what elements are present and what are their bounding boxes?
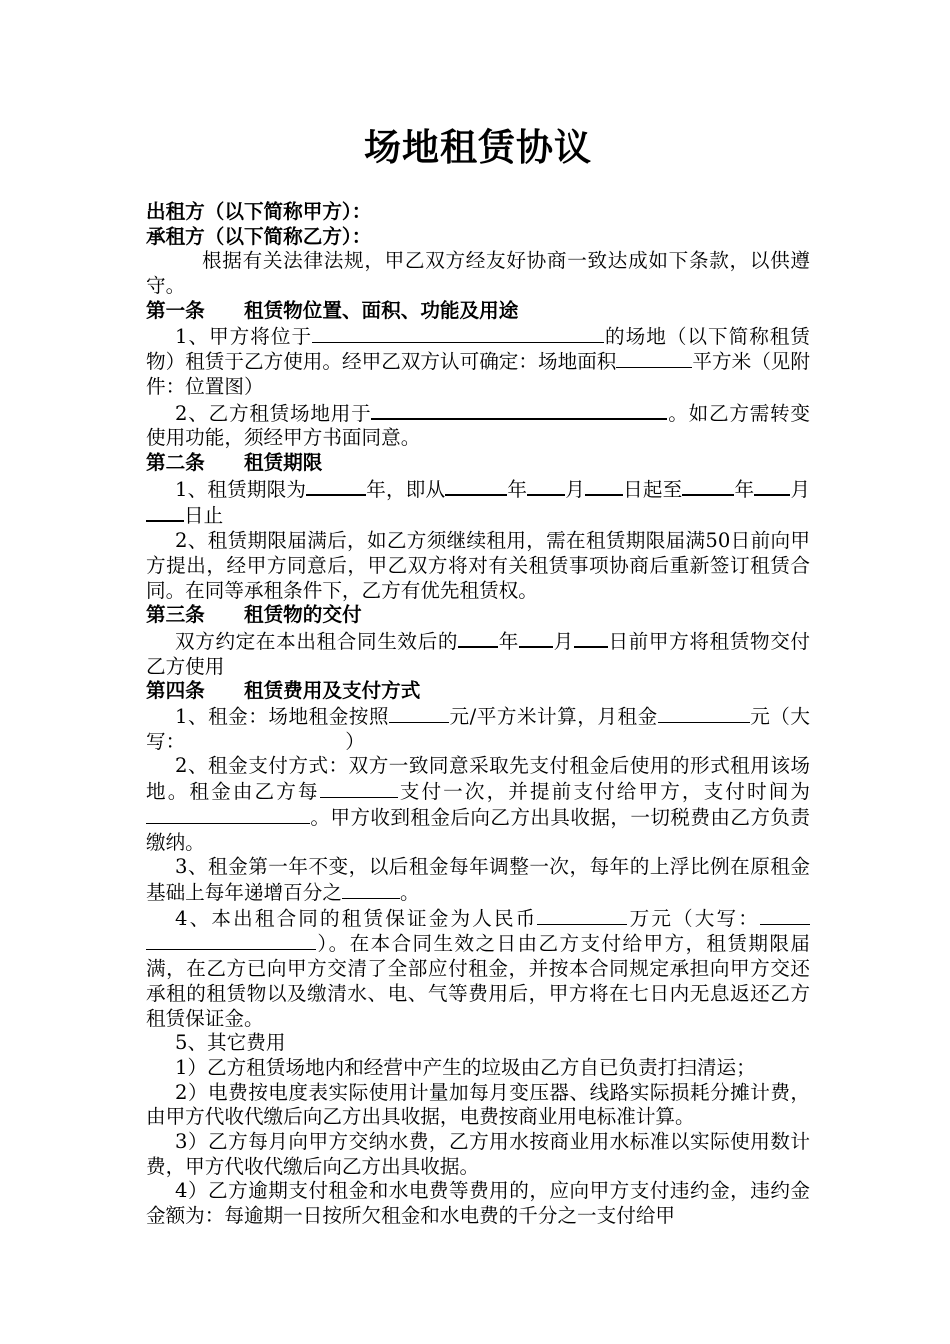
- article-1-number: 第一条: [146, 298, 205, 322]
- term-years-blank[interactable]: [306, 476, 366, 496]
- article-1-heading: [146, 299, 810, 324]
- start-year-blank[interactable]: [445, 476, 507, 496]
- location-blank[interactable]: [312, 324, 604, 343]
- unit-rent-blank[interactable]: [389, 704, 449, 723]
- article-2-heading: [146, 451, 810, 476]
- area-blank[interactable]: [616, 349, 692, 368]
- article-4-clause-5: 5、其它费用: [175, 1031, 286, 1055]
- intro-paragraph: 根据有关法律法规，甲乙双方经友好协商一致达成如下条款，以供遵守。: [146, 249, 810, 298]
- article-3-heading: [146, 603, 810, 628]
- article-4-title: 租赁费用及支付方式: [244, 679, 421, 703]
- article-4-clause-5-2: 2）电费按电度表实际使用计量加每月变压器、线路实际损耗分摊计费，由甲方代收代缴后向乙方出具收据，电费按商业用电标准计算。: [146, 1080, 810, 1129]
- article-2-clause-1: 1、租赁期限为 年，即从 年 月 日起至 年 月日止: [146, 476, 810, 529]
- end-year-blank[interactable]: [682, 476, 734, 496]
- article-3-number: 第三条: [146, 603, 205, 627]
- delivery-day-blank[interactable]: [574, 628, 608, 648]
- article-1-clause-1: 1、甲方将位于 的场地（以下简称租赁物）租赁于乙方使用。经甲乙双方认可确定：场地面积 平方米（见附件：位置图）: [146, 324, 811, 398]
- party-b-line: 承租方（以下简称乙方）：: [146, 224, 372, 248]
- deposit-amount-blank[interactable]: [537, 906, 627, 925]
- monthly-rent-blank[interactable]: [658, 704, 750, 723]
- article-3-title: 租赁物的交付: [244, 603, 362, 627]
- article-2-clause-2: 2、租赁期限届满后，如乙方须继续租用，需在租赁期限届满50日前向甲方提出，经甲方同意后，甲乙双方将对有关租赁事项协商后重新签订租赁合同。在同等承租条件下，乙方有优先租赁权。: [146, 529, 810, 602]
- article-2-title: 租赁期限: [244, 451, 323, 475]
- article-1-clause-2: 2、乙方租赁场地用于 。如乙方需转变使用功能，须经甲方书面同意。: [146, 401, 811, 450]
- article-4-clause-3: 3、租金第一年不变，以后租金每年调整一次，每年的上浮比例在原租金基础上每年递增百分之 。: [146, 855, 810, 904]
- article-4-clause-5-4: 4）乙方逾期支付租金和水电费等费用的，应向甲方支付违约金，违约金金额为：每逾期一日按所欠租金和水电费的千分之一支付给甲: [146, 1179, 810, 1228]
- payment-time-blank[interactable]: [146, 805, 310, 824]
- article-4-clause-4: 4、本出租合同的租赁保证金为人民币 万元（大写：）。在本合同生效之日由乙方支付给甲方，租赁期限届满，在乙方已向甲方交清了全部应付租金，并按本合同规定承担向甲方交还承租的租赁物以及缴清水、电、气等费用后，甲方将在七日内无息返还乙方租赁保证金。: [146, 906, 810, 1030]
- deposit-words-blank-b[interactable]: [146, 931, 316, 950]
- document-page: [146, 118, 810, 1229]
- payment-period-blank[interactable]: [320, 779, 398, 798]
- article-3-clause: 双方约定在本出租合同生效后的 年 月 日前甲方将租赁物交付乙方使用: [146, 629, 811, 678]
- delivery-month-blank[interactable]: [519, 628, 553, 648]
- usage-blank[interactable]: [371, 400, 667, 420]
- party-a-line: 出租方（以下简称甲方）：: [146, 200, 372, 223]
- article-4-clause-5-1: 1）乙方租赁场地内和经营中产生的垃圾由乙方自已负责打扫清运；: [175, 1055, 756, 1079]
- start-month-blank[interactable]: [527, 476, 565, 496]
- delivery-year-blank[interactable]: [458, 628, 498, 648]
- article-2-number: 第二条: [146, 451, 205, 475]
- article-4-number: 第四条: [146, 679, 205, 703]
- document-title: 场地租赁协议: [364, 126, 592, 169]
- start-day-blank[interactable]: [585, 476, 623, 496]
- article-4-clause-5-3: 3）乙方每月向甲方交纳水费，乙方用水按商业用水标准以实际使用数计费，甲方代收代缴后向乙方出具收据。: [146, 1130, 810, 1178]
- increase-percent-blank[interactable]: [342, 880, 400, 899]
- article-1-title: 租赁物位置、面积、功能及用途: [244, 298, 519, 322]
- article-4-heading: [146, 679, 810, 704]
- article-4-clause-2: 2、租金支付方式：双方一致同意采取先支付租金后使用的形式租用该场地。租金由乙方每 支付一次，并提前支付给甲方，支付时间为。甲方收到租金后向乙方出具收据，一切税费由乙方负责缴纳。: [146, 754, 811, 854]
- article-4-clause-1: 1、租金：场地租金按照 元/平方米计算，月租金 元（大写： ）: [146, 705, 810, 753]
- deposit-words-blank-a[interactable]: [760, 906, 810, 925]
- end-month-blank[interactable]: [754, 476, 790, 496]
- end-day-blank[interactable]: [146, 502, 184, 522]
